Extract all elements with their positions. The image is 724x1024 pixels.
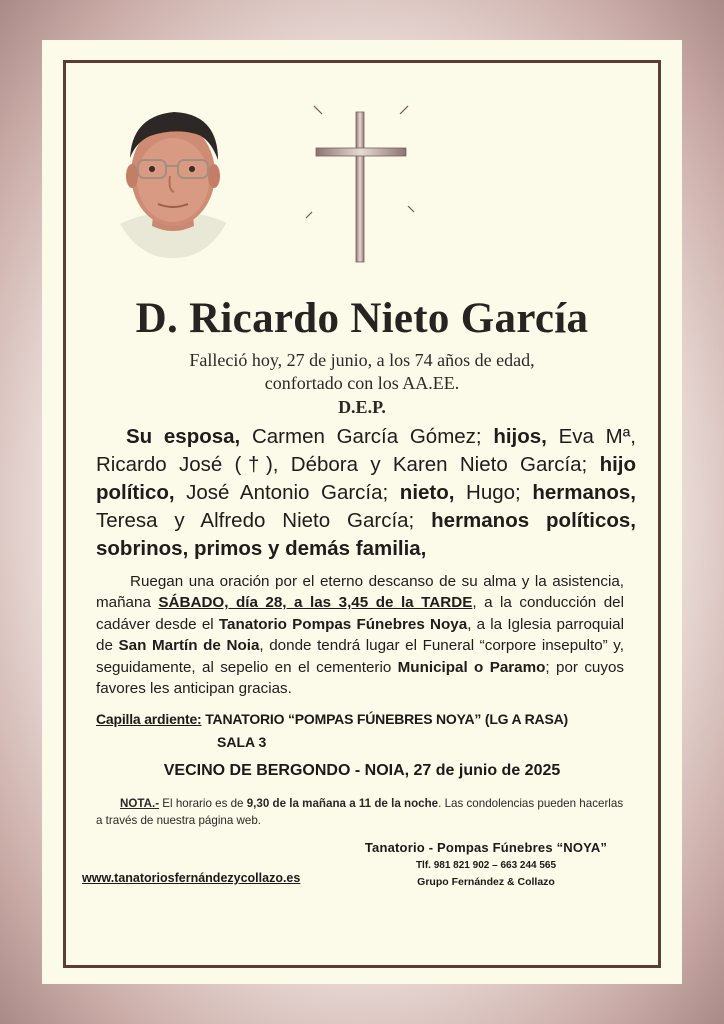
ceremony-text-4: , donde tendrá lugar el Funeral “corpore insepulto” y, seguidamente, al sepelio en el cementerio: [96, 637, 624, 676]
nieto-text: Hugo;: [454, 481, 533, 504]
death-notice-line-1: Falleció hoy, 27 de junio, a los 74 años de edad,: [189, 350, 535, 370]
ceremony-text-3: , a la Iglesia parroquial de: [96, 615, 624, 655]
capilla-value: TANATORIO “POMPAS FÚNEBRES NOYA” (LG A RASA): [201, 711, 568, 727]
funeral-home-group: Grupo Fernández & Collazo: [417, 876, 555, 888]
nota-horario: 9,30 de la mañana a 11 de la noche: [246, 797, 439, 810]
label-su-esposa: Su esposa,: [126, 425, 241, 448]
label-nieto: nieto,: [399, 481, 455, 504]
nota-text-2: . Las condolencias pueden hacerlas a través de nuestra página web.: [96, 797, 624, 827]
family-paragraph: [96, 423, 636, 563]
ceremony-text-5: ; por cuyos favores les anticipan gracias.: [96, 658, 624, 698]
capilla-label: Capilla ardiente:: [96, 711, 202, 727]
ceremony-date-time: SÁBADO, día 28, a las 3,45 de la TARDE: [158, 594, 473, 612]
website-link[interactable]: www.tanatoriosfernándezycollazo.es: [82, 871, 301, 885]
capilla-ardiente: [96, 711, 568, 727]
ceremony-paragraph: [96, 571, 624, 699]
ceremony-tanatorio: Tanatorio Pompas Fúnebres Noya: [218, 615, 468, 633]
label-hermanos-politicos: hermanos políticos, sobrinos, primos y demás familia,: [96, 509, 637, 560]
ceremony-text-1: Ruegan una oración por el eterno descanso de su alma y la asistencia, mañana: [96, 573, 624, 612]
nota-label: NOTA.-: [120, 797, 160, 810]
nota-text-1: El horario es de: [159, 797, 247, 810]
hijos-text: Eva Mª, Ricardo José (†), Débora y Karen Nieto García;: [96, 425, 637, 476]
death-notice-line-2: confortado con los AA.EE.: [264, 373, 460, 393]
funeral-home-phones: Tlf. 981 821 902 – 663 244 565: [415, 860, 557, 871]
ceremony-cementerio: Municipal o Paramo: [397, 658, 546, 676]
funeral-home-block: [350, 840, 622, 888]
ceremony-iglesia: San Martín de Noia: [118, 637, 260, 655]
deceased-name: D. Ricardo Nieto García: [135, 295, 589, 342]
nota-paragraph: [96, 795, 626, 829]
label-hijos: hijos,: [493, 425, 547, 448]
vecino-line: VECINO DE BERGONDO - NOIA, 27 de junio de 2025: [163, 762, 561, 779]
label-hermanos: hermanos,: [532, 481, 636, 504]
portrait-photo: [110, 98, 236, 258]
esposa-text: Carmen García Gómez;: [240, 425, 494, 448]
portrait-illustration: [110, 98, 236, 258]
ceremony-text-2: , a la conducción del cadáver desde el: [96, 594, 625, 633]
funeral-home-name: Tanatorio - Pompas Fúnebres “NOYA”: [364, 840, 608, 855]
hijo-politico-text: José Antonio García;: [174, 481, 400, 504]
label-hijo-politico: hijo político,: [96, 453, 636, 504]
hermanos-text: Teresa y Alfredo Nieto García;: [96, 509, 432, 532]
latin-cross-icon: [296, 98, 426, 268]
dep-abbreviation: D.E.P.: [338, 397, 386, 417]
capilla-sala: SALA 3: [217, 734, 267, 750]
